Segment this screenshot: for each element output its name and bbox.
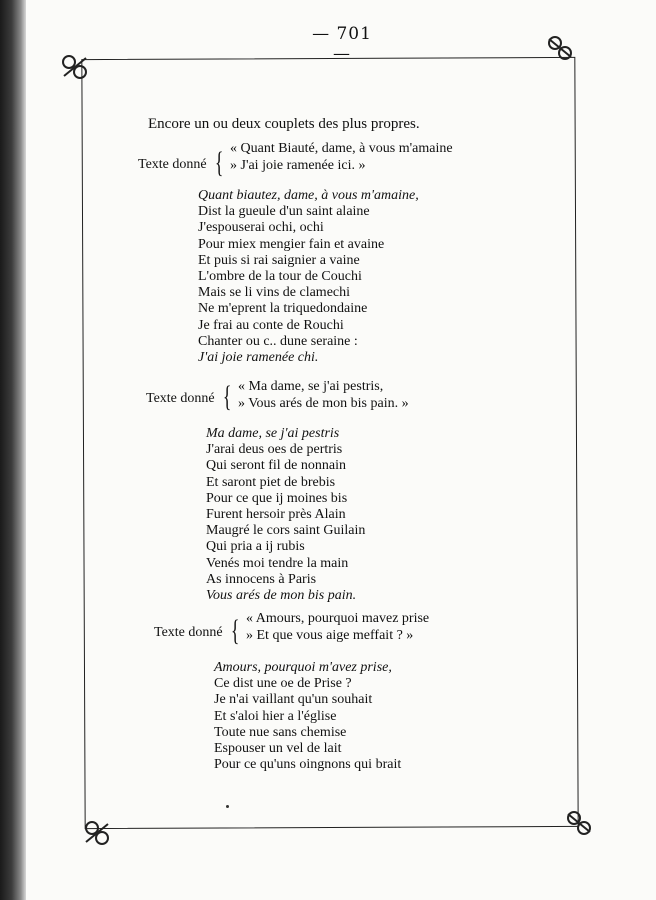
verse-line: Pour ce qu'uns oingnons qui brait: [214, 757, 402, 773]
brace-icon: {: [230, 614, 240, 647]
given-line: « Quant Biauté, dame, à vous m'amaine: [230, 141, 453, 156]
verse-line: Ma dame, se j'ai pestris: [206, 426, 340, 441]
verse-line: Ce dist une oe de Prise ?: [214, 676, 352, 692]
brace-icon: {: [222, 380, 232, 413]
verse-line: Qui pria a ij rubis: [206, 539, 305, 555]
page-number: — 701 —: [312, 24, 372, 64]
book-spine-shadow: [0, 0, 26, 900]
given-line: « Amours, pourquoi mavez prise: [246, 611, 430, 626]
given-line: » Vous arés de mon bis pain. »: [238, 396, 409, 411]
given-text-label: Texte donné: [138, 157, 207, 172]
verse-block: [198, 188, 419, 366]
corner-ornament-icon: [545, 33, 575, 63]
verse-line: Je n'ai vaillant qu'un souhait: [214, 692, 373, 708]
brace-icon: {: [214, 146, 224, 179]
verse-line: J'arai deus oes de pertris: [206, 442, 343, 458]
verse-line: Qui seront fil de nonnain: [206, 458, 346, 474]
verse-line: As innocens à Paris: [206, 571, 317, 587]
verse-line: Dist la gueule d'un saint alaine: [198, 204, 370, 220]
corner-ornament-icon: [82, 818, 112, 848]
verse-line: Et saront piet de brebis: [206, 474, 336, 490]
verse-line: J'espouserai ochi, ochi: [198, 220, 324, 236]
verse-line: Amours, pourquoi m'avez prise,: [214, 660, 392, 675]
given-text-label: Texte donné: [154, 625, 223, 640]
given-text-label: Texte donné: [146, 391, 215, 406]
given-line: « Ma dame, se j'ai pestris,: [238, 379, 384, 394]
verse-line: Toute nue sans chemise: [214, 724, 347, 740]
verse-line: Et s'aloi hier a l'église: [214, 708, 337, 724]
verse-line: Je frai au conte de Rouchi: [198, 317, 344, 333]
book-page: [26, 0, 656, 900]
verse-line: J'ai joie ramenée chi.: [198, 350, 319, 366]
ink-speck: [226, 805, 229, 808]
verse-line: L'ombre de la tour de Couchi: [198, 269, 362, 285]
given-text-lines: [230, 140, 453, 174]
given-text-lines: [246, 610, 429, 644]
verse-line: Quant biautez, dame, à vous m'amaine,: [198, 188, 419, 203]
verse-block: [206, 426, 365, 604]
verse-line: Vous arés de mon bis pain.: [206, 588, 357, 604]
given-line: » Et que vous aige meffait ? »: [246, 628, 414, 643]
verse-line: Mais se li vins de clamechi: [198, 285, 351, 301]
section-heading: Encore un ou deux couplets des plus propres.: [148, 116, 420, 132]
verse-line: Et puis si rai saignier a vaine: [198, 252, 360, 268]
corner-ornament-icon: [60, 52, 90, 82]
verse-line: Maugré le cors saint Guilain: [206, 523, 366, 539]
verse-line: Pour ce que ij moines bis: [206, 490, 348, 506]
verse-line: Venés moi tendre la main: [206, 555, 349, 571]
verse-line: Espouser un vel de lait: [214, 741, 342, 757]
verse-block: [214, 660, 401, 773]
verse-line: Ne m'eprent la triquedondaine: [198, 301, 368, 317]
verse-line: Furent hersoir près Alain: [206, 507, 346, 523]
given-line: » J'ai joie ramenée ici. »: [230, 158, 366, 173]
verse-line: Chanter ou c.. dune seraine :: [198, 333, 358, 349]
corner-ornament-icon: [564, 808, 594, 838]
given-text-lines: [238, 378, 409, 412]
verse-line: Pour miex mengier fain et avaine: [198, 236, 385, 252]
